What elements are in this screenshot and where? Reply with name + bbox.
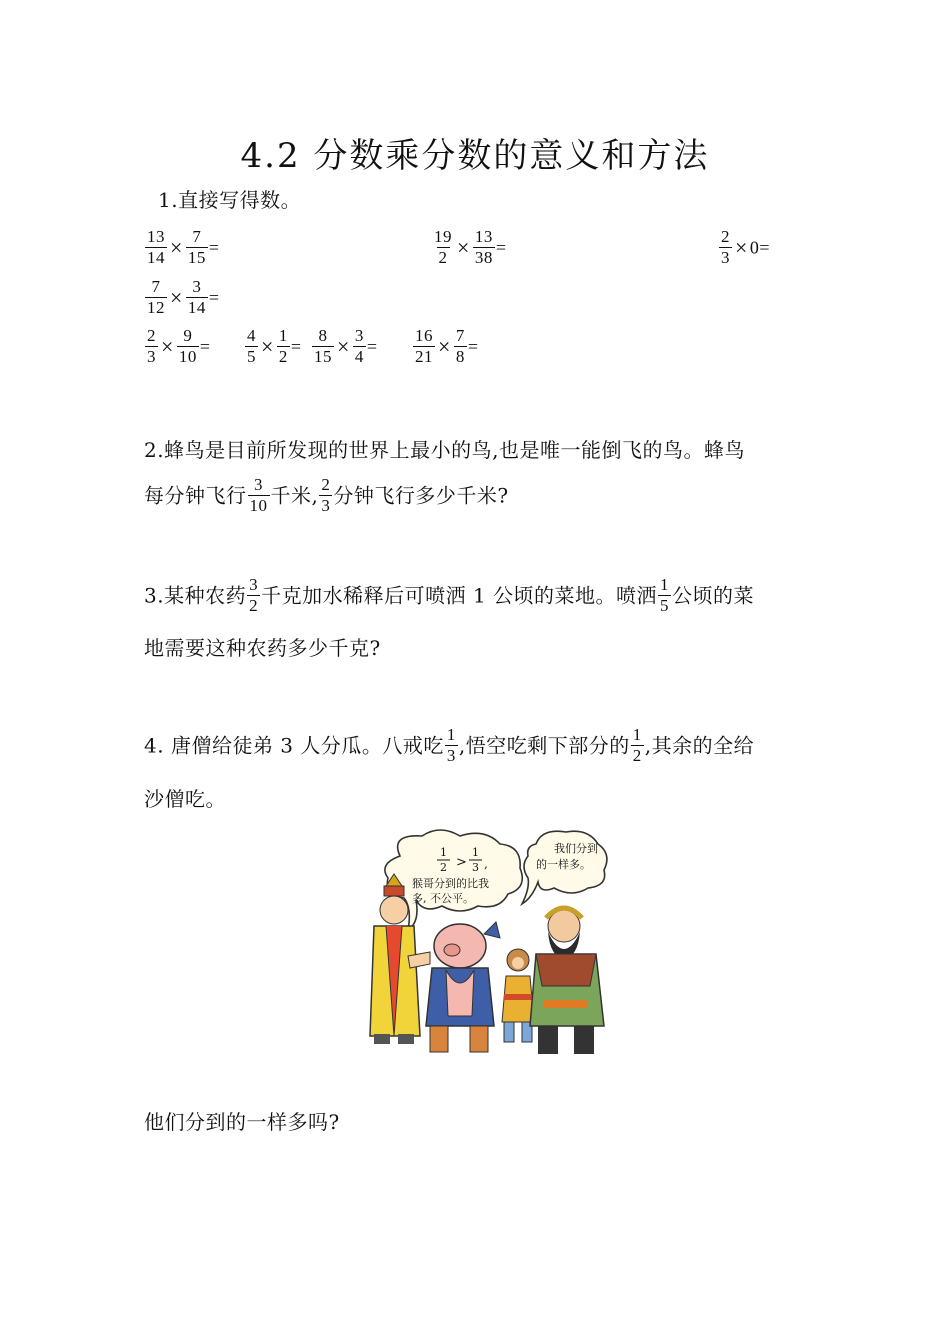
- q4-question: 他们分到的一样多吗?: [144, 1110, 340, 1134]
- svg-text:我们分到: 我们分到: [554, 842, 598, 855]
- svg-text:3: 3: [472, 861, 479, 874]
- q1-expr-4: $\frac{7}{12}$ × $\frac{3}{14}$ =: [147, 277, 220, 317]
- svg-text:的一样多。: 的一样多。: [536, 858, 591, 871]
- svg-text:2: 2: [440, 861, 447, 874]
- fraction: $\frac{1}{2}$: [278, 326, 288, 366]
- journey-west-illustration: [360, 826, 610, 1072]
- q1-label: 1.直接写得数。: [158, 188, 302, 212]
- sun-wukong-figure: [502, 949, 534, 1042]
- fraction: $\frac{2}{3}$: [147, 326, 156, 366]
- fraction: $\frac{3}{2}$: [249, 575, 259, 615]
- fraction: $\frac{1}{3}$: [446, 725, 456, 765]
- q1-expr-5: $\frac{2}{3}$ × $\frac{9}{10}$ =: [147, 326, 211, 366]
- fraction: $\frac{16}{21}$: [415, 326, 433, 366]
- q3-line-1: 3.某种农药 $\frac{3}{2}$ 千克加水稀释后可喷洒 1 公顷的菜地。喷洒 $\frac{1}{5}$ 公顷的菜: [144, 575, 755, 615]
- fraction: $\frac{9}{10}$: [178, 326, 197, 366]
- q1-expr-2: $\frac{19}{2}$ × $\frac{13}{38}$ =: [434, 227, 507, 267]
- q4-line-2: 沙僧吃。: [144, 787, 226, 811]
- page-title: 4.2 分数乘分数的意义和方法: [240, 136, 710, 176]
- svg-text:,: ,: [484, 857, 488, 871]
- fraction: $\frac{3}{14}$: [187, 277, 206, 317]
- fraction: $\frac{3}{10}$: [249, 475, 268, 515]
- svg-text:>: >: [456, 855, 467, 870]
- fraction: $\frac{2}{3}$: [321, 475, 331, 515]
- fraction: $\frac{13}{14}$: [147, 227, 165, 267]
- q2-line-1: 2.蜂鸟是目前所发现的世界上最小的鸟,也是唯一能倒飞的鸟。蜂鸟: [144, 438, 745, 462]
- svg-text:猴哥分到的比我: 猴哥分到的比我: [412, 877, 489, 890]
- fraction: $\frac{19}{2}$: [434, 227, 452, 267]
- fraction: $\frac{4}{5}$: [247, 326, 256, 366]
- fraction: $\frac{7}{15}$: [187, 227, 206, 267]
- svg-text:1: 1: [440, 846, 447, 859]
- svg-text:1: 1: [472, 846, 479, 859]
- fraction: $\frac{1}{2}$: [632, 725, 642, 765]
- fraction: $\frac{7}{12}$: [147, 277, 165, 317]
- q3-line-2: 地需要这种农药多少千克?: [144, 636, 381, 660]
- zhu-bajie-figure: [426, 922, 500, 1052]
- q1-expr-8: $\frac{16}{21}$ × $\frac{7}{8}$ =: [415, 326, 479, 366]
- fraction: $\frac{2}{3}$: [721, 227, 730, 267]
- q2-line-2: 每分钟飞行 $\frac{3}{10}$ 千米, $\frac{2}{3}$ 分钟飞行多少千米?: [144, 475, 509, 515]
- fraction: $\frac{3}{4}$: [354, 326, 364, 366]
- q1-expr-3: $\frac{2}{3}$ × 0=: [721, 227, 771, 267]
- fraction: $\frac{13}{38}$: [474, 227, 493, 267]
- sha-seng-figure: [530, 908, 604, 1054]
- q4-line-1: 4. 唐僧给徒弟 3 人分瓜。八戒吃 $\frac{1}{3}$ ,悟空吃剩下部分的 $\frac{1}{2}$ ,其余的全给: [144, 725, 755, 765]
- fraction: $\frac{8}{15}$: [314, 326, 332, 366]
- q1-expr-1: $\frac{13}{14}$ × $\frac{7}{15}$ =: [147, 227, 220, 267]
- q1-expr-6: $\frac{4}{5}$ × $\frac{1}{2}$ =: [247, 326, 302, 366]
- q1-expr-7: $\frac{8}{15}$ × $\frac{3}{4}$ =: [314, 326, 378, 366]
- speech-bubble-right: [522, 831, 607, 904]
- fraction: $\frac{7}{8}$: [455, 326, 465, 366]
- fraction: $\frac{1}{5}$: [660, 575, 670, 615]
- svg-text:多, 不公平。: 多, 不公平。: [412, 892, 474, 905]
